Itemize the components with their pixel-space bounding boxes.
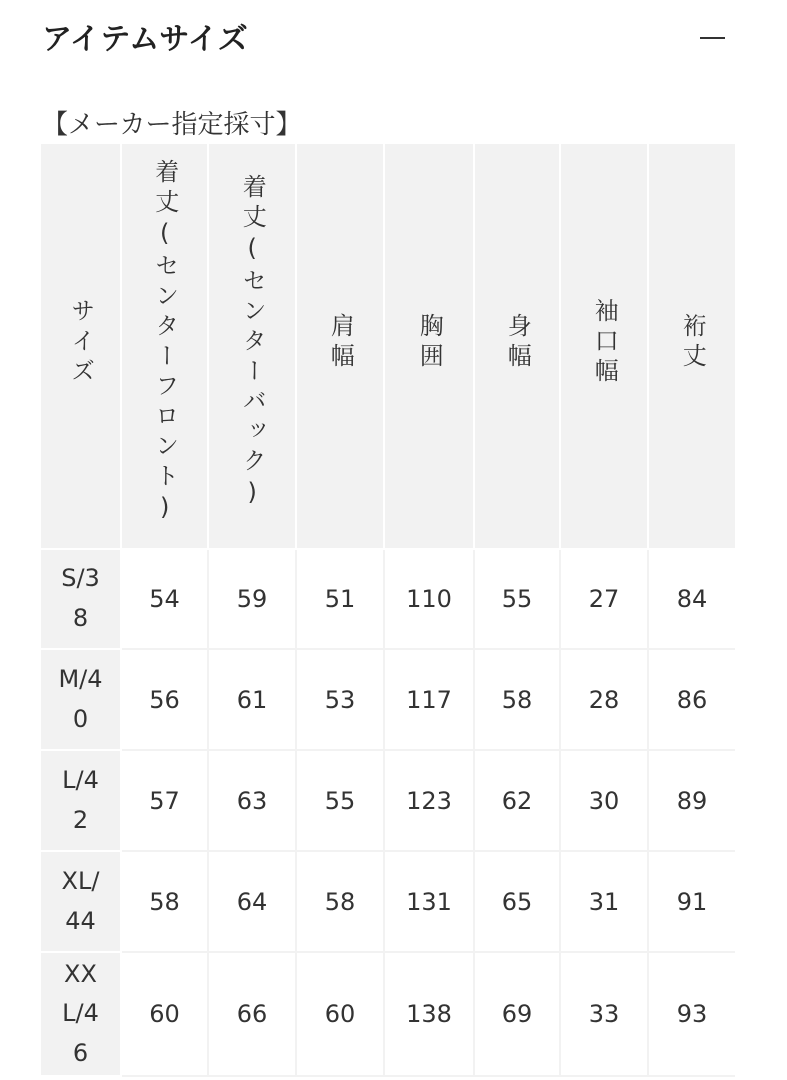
value-cell: 123 [384, 750, 474, 851]
table-caption: 【メーカー指定採寸】 [42, 110, 302, 140]
table-header-row [41, 144, 735, 549]
header-length-center-front: 着丈(センターフロント) [121, 144, 208, 549]
value-cell: 138 [384, 952, 474, 1076]
header-sleeve-length: 裄丈 [648, 144, 735, 549]
size-cell: XXL/46 [41, 952, 121, 1076]
header-length-center-back: 着丈(センターバック) [208, 144, 296, 549]
value-cell: 53 [296, 649, 384, 750]
header-shoulder-width: 肩幅 [296, 144, 384, 549]
size-cell: S/38 [41, 549, 121, 649]
value-cell: 30 [560, 750, 648, 851]
table-row [41, 750, 735, 851]
table-row [41, 549, 735, 649]
value-cell: 58 [474, 649, 560, 750]
value-cell: 93 [648, 952, 735, 1076]
value-cell: 28 [560, 649, 648, 750]
header-cuff-width: 袖口幅 [560, 144, 648, 549]
value-cell: 65 [474, 851, 560, 952]
value-cell: 60 [296, 952, 384, 1076]
value-cell: 60 [121, 952, 208, 1076]
value-cell: 89 [648, 750, 735, 851]
header-chest: 胸囲 [384, 144, 474, 549]
value-cell: 117 [384, 649, 474, 750]
header-size: サイズ [41, 144, 121, 549]
value-cell: 84 [648, 549, 735, 649]
item-size-section-header[interactable] [0, 0, 787, 76]
table-row [41, 952, 735, 1076]
value-cell: 131 [384, 851, 474, 952]
table-row [41, 649, 735, 750]
value-cell: 61 [208, 649, 296, 750]
size-cell: XL/44 [41, 851, 121, 952]
value-cell: 64 [208, 851, 296, 952]
size-cell: M/40 [41, 649, 121, 750]
value-cell: 55 [474, 549, 560, 649]
value-cell: 62 [474, 750, 560, 851]
header-body-width: 身幅 [474, 144, 560, 549]
value-cell: 59 [208, 549, 296, 649]
collapse-minus-icon[interactable] [700, 37, 725, 39]
value-cell: 51 [296, 549, 384, 649]
value-cell: 33 [560, 952, 648, 1076]
value-cell: 91 [648, 851, 735, 952]
table-row [41, 851, 735, 952]
value-cell: 31 [560, 851, 648, 952]
size-cell: L/42 [41, 750, 121, 851]
value-cell: 110 [384, 549, 474, 649]
value-cell: 69 [474, 952, 560, 1076]
value-cell: 58 [121, 851, 208, 952]
value-cell: 86 [648, 649, 735, 750]
value-cell: 55 [296, 750, 384, 851]
value-cell: 27 [560, 549, 648, 649]
value-cell: 54 [121, 549, 208, 649]
value-cell: 58 [296, 851, 384, 952]
value-cell: 57 [121, 750, 208, 851]
section-title: アイテムサイズ [42, 22, 249, 57]
value-cell: 63 [208, 750, 296, 851]
value-cell: 56 [121, 649, 208, 750]
size-table [41, 144, 735, 1077]
value-cell: 66 [208, 952, 296, 1076]
